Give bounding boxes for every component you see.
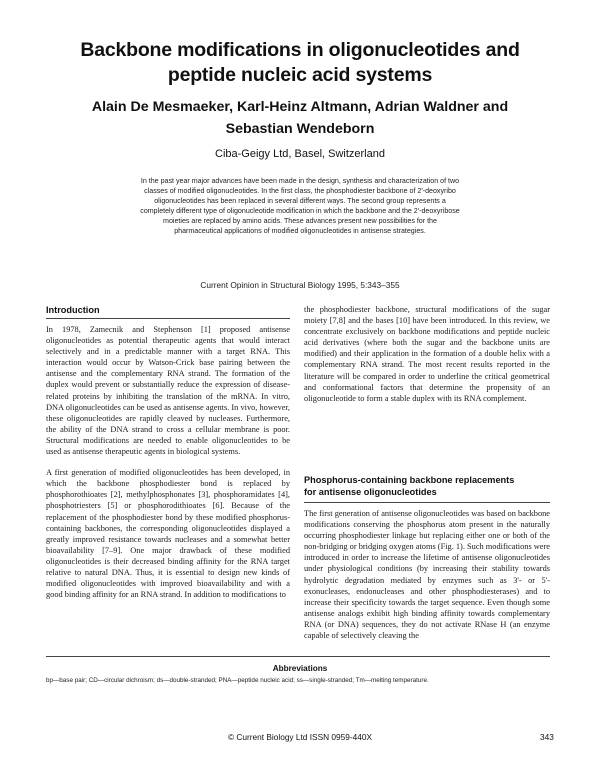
section-heading-line-2: for antisense oligonucleotides	[304, 487, 437, 497]
title-line-1: Backbone modifications in oligonucleotides and	[80, 39, 520, 61]
abbreviations-text: bp—base pair; CD—circular dichroism; ds—double-stranded; PNA—peptide nucleic acid; ss—single-stranded; Tm—melting temperature.	[46, 677, 429, 684]
title-line-2: peptide nucleic acid systems	[167, 64, 433, 86]
page-number: 343	[540, 732, 554, 742]
abstract: In the past year major advances have been made in the design, synthesis and characterization of two classes of modified oligonucleotides. In the first class, the phosphodiester backbone of 2'-deoxyribo oligonucleotides has been replaced in several different ways. The second group represents a completely different type of oligonucleotide modification in which the backbone and the 2'-deoxyribose moieties are replaced by amino acids. These advances present new possibilities for the pharmaceutical applications of modified oligonucleotides in antisense strategies.	[140, 177, 460, 236]
right-column-top	[304, 304, 550, 404]
affiliation: Ciba-Geigy Ltd, Basel, Switzerland	[215, 148, 385, 160]
right-paragraph-2: The first generation of antisense oligonucleotides was based on backbone modifications conserving the phosphorus atom present in the naturally occurring phosphodiester linkage but replacing either one or both of the non-bridging or bridging oxygen atoms (Fig. 1). Such modifications were introduced in order to increase the lifetime of antisense oligonucleotides under physiological conditions (by increasing their stability towards hydrolytic degradation mediated by enzymes such as 3'- or 5'-exonucleases, endonucleases and other phosphodiesterases) and to increase their specificity towards the target sequence. Even though some antisense analogs exhibit high binding affinity towards complementary RNA (or DNA) sequences, they do not activate RNase H (an enzyme capable of selectively cleaving the	[304, 509, 550, 641]
right-column-bottom	[304, 508, 550, 641]
section-heading-line-1: Phosphorus-containing backbone replacements	[304, 475, 515, 485]
heading-rule-right	[304, 502, 550, 503]
authors-line-1: Alain De Mesmaeker, Karl-Heinz Altmann, Adrian Waldner and	[91, 99, 509, 115]
journal-citation: Current Opinion in Structural Biology 1995, 5:343–355	[200, 280, 400, 290]
author-list	[60, 96, 540, 140]
article-title	[60, 38, 540, 88]
authors-line-2: Sebastian Wendeborn	[225, 121, 375, 137]
copyright-footer: © Current Biology Ltd ISSN 0959-440X	[227, 732, 372, 742]
intro-paragraph-2: A first generation of modified oligonucleotides has been developed, in which the backbone phosphodiester bond is replaced by phosphorothioates [2], methylphosphonates [3], phosphoramidates [4], phosphotriesters [5] or phosphorodithioates [6]. Because of the replacement of the phosphodiester bond by these modified phosphorus-containing backbones, the corresponding oligonucleotides displayed a greatly improved resistance towards nucleases and a somewhat better bioavailability [7–9]. One major drawback of these modified oligonucleotides is their decreased binding affinity for the RNA target relative to natural DNA. Thus, it is essential to design new kinds of modified oligonucleotides with improved bioavailability and with a good binding affinity for an RNA strand. In addition to modifications to	[46, 468, 290, 600]
right-paragraph-1: the phosphodiester backbone, structural modifications of the sugar moiety [7,8] and the bases [10] have been introduced. In this review, we concentrate exclusively on backbone modifications and peptide nucleic acid derivatives (where both the sugar and the backbone units are modified) and their application in the formation of a double helix with a complementary RNA strand. The most recent results reported in the literature will be compared in order to underline the critical geometrical and conformational factors that determine the propensity of an oligonucleotide to form a stable duplex with its RNA complement.	[304, 305, 550, 403]
introduction-heading: Introduction	[46, 305, 100, 315]
section-heading-phosphorus	[304, 474, 550, 498]
left-column	[46, 324, 290, 600]
abbreviations-title: Abbreviations	[272, 664, 328, 673]
intro-paragraph-1: In 1978, Zamecnik and Stephenson [1] proposed antisense oligonucleotides as potential therapeutic agents that would interact selectively and in a predictable manner with a target RNA. This interaction would occur by Watson-Crick base pairing between the antisense and the complementary RNA strand. The formation of the duplex would prevent or substantially reduce the expression of disease-related proteins by inhibiting the translation of the mRNA. In vitro, DNA oligonucleotides can be used as antisense agents. In vivo, however, these oligonucleotides are rapidly cleaved by nucleases. Furthermore, the ability of the DNA strand to cross a cellular membrane is poor. Structural modifications are needed to enable oligonucleotides to be used as antisense therapeutic agents in biological systems.	[46, 325, 290, 457]
abbreviations-rule	[46, 656, 550, 657]
heading-rule-left	[46, 318, 290, 319]
